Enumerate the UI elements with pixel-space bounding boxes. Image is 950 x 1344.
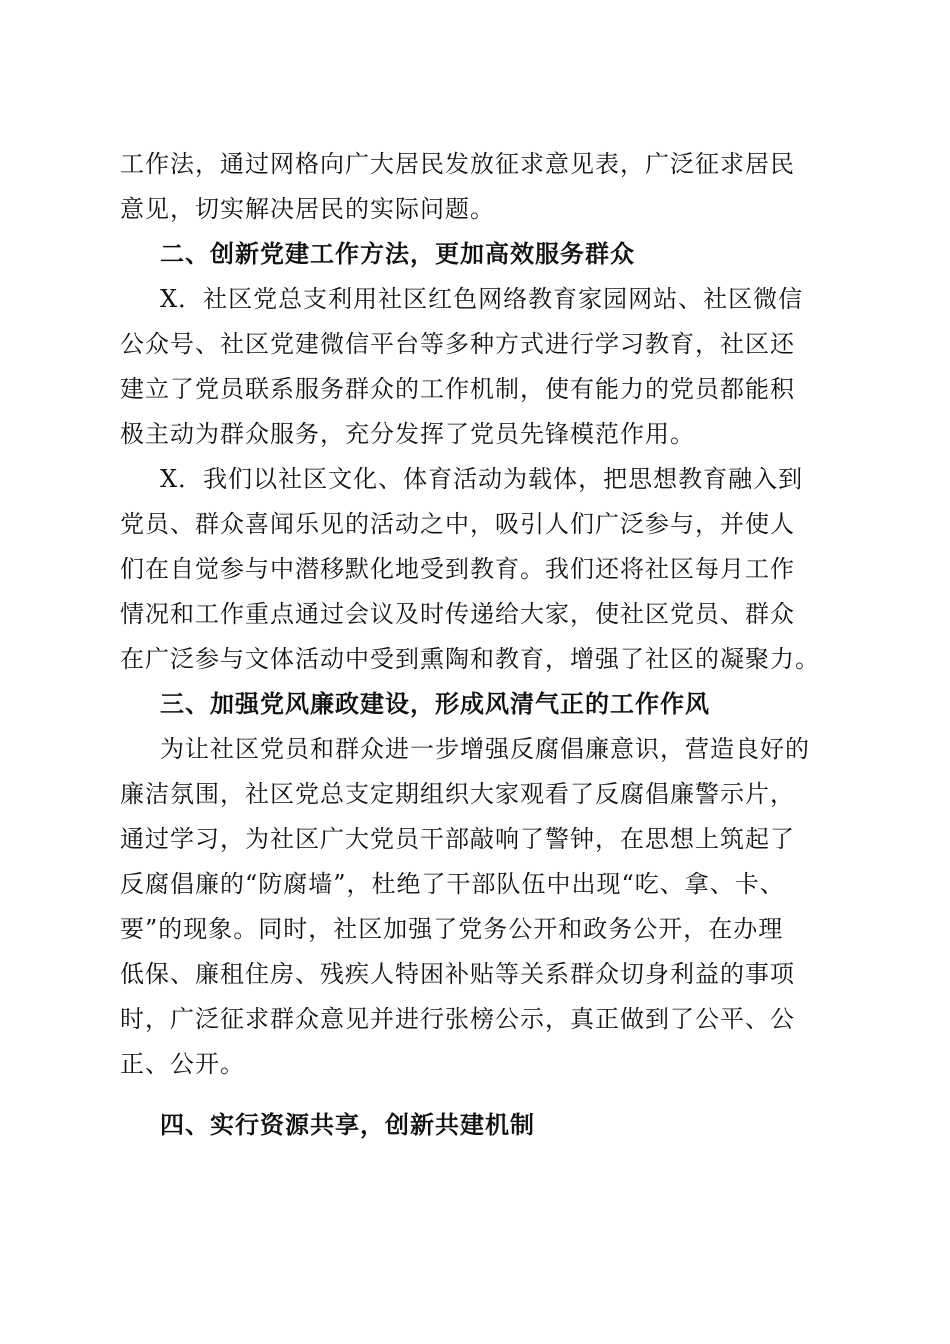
text-line: X．我们以社区文化、体育活动为载体，把思想教育融入到 [160, 465, 804, 493]
text-line: 要”的现象。同时，社区加强了党务公开和政务公开，在办理 [120, 915, 784, 943]
text-line: 时，广泛征求群众意见并进行张榜公示，真正做到了公平、公 [120, 1005, 795, 1033]
text-line: X．社区党总支利用社区红色网络教育家园网站、社区微信 [160, 285, 804, 313]
text-line: 为让社区党员和群众进一步增强反腐倡廉意识，营造良好的 [160, 735, 810, 763]
section-heading-3: 三、加强党风廉政建设，形成风清气正的工作作风 [160, 690, 710, 718]
text-line: 通过学习，为社区广大党员干部敲响了警钟，在思想上筑起了 [120, 825, 795, 853]
paragraph-party-education [120, 277, 832, 457]
section-heading-4: 四、实行资源共享，创新共建机制 [160, 1111, 535, 1139]
text-line: 廉洁氛围，社区党总支定期组织大家观看了反腐倡廉警示片， [120, 780, 795, 808]
text-line: 极主动为群众服务，充分发挥了党员先锋模范作用。 [120, 420, 695, 448]
document-body [120, 142, 832, 1148]
paragraph-anti-corruption [120, 727, 832, 1087]
text-line: 意见，切实解决居民的实际问题。 [120, 195, 495, 223]
text-line: 公众号、社区党建微信平台等多种方式进行学习教育，社区还 [120, 330, 795, 358]
text-line: 反腐倡廉的“防腐墙”，杜绝了干部队伍中出现“吃、拿、卡、 [120, 870, 785, 898]
text-line: 在广泛参与文体活动中受到熏陶和教育，增强了社区的凝聚力。 [120, 645, 820, 673]
text-line: 建立了党员联系服务群众的工作机制，使有能力的党员都能积 [120, 375, 795, 403]
section-heading-2: 二、创新党建工作方法，更加高效服务群众 [160, 240, 635, 268]
paragraph-culture-activities [120, 457, 832, 682]
paragraph-gap [120, 1087, 832, 1103]
paragraph-intro-continued [120, 142, 832, 232]
text-line: 低保、廉租住房、残疾人特困补贴等关系群众切身利益的事项 [120, 960, 795, 988]
text-line: 工作法，通过网格向广大居民发放征求意见表，广泛征求居民 [120, 150, 795, 178]
text-line: 党员、群众喜闻乐见的活动之中，吸引人们广泛参与，并使人 [120, 510, 795, 538]
text-line: 情况和工作重点通过会议及时传递给大家，使社区党员、群众 [120, 600, 795, 628]
text-line: 正、公开。 [120, 1050, 245, 1078]
text-line: 们在自觉参与中潜移默化地受到教育。我们还将社区每月工作 [120, 555, 795, 583]
